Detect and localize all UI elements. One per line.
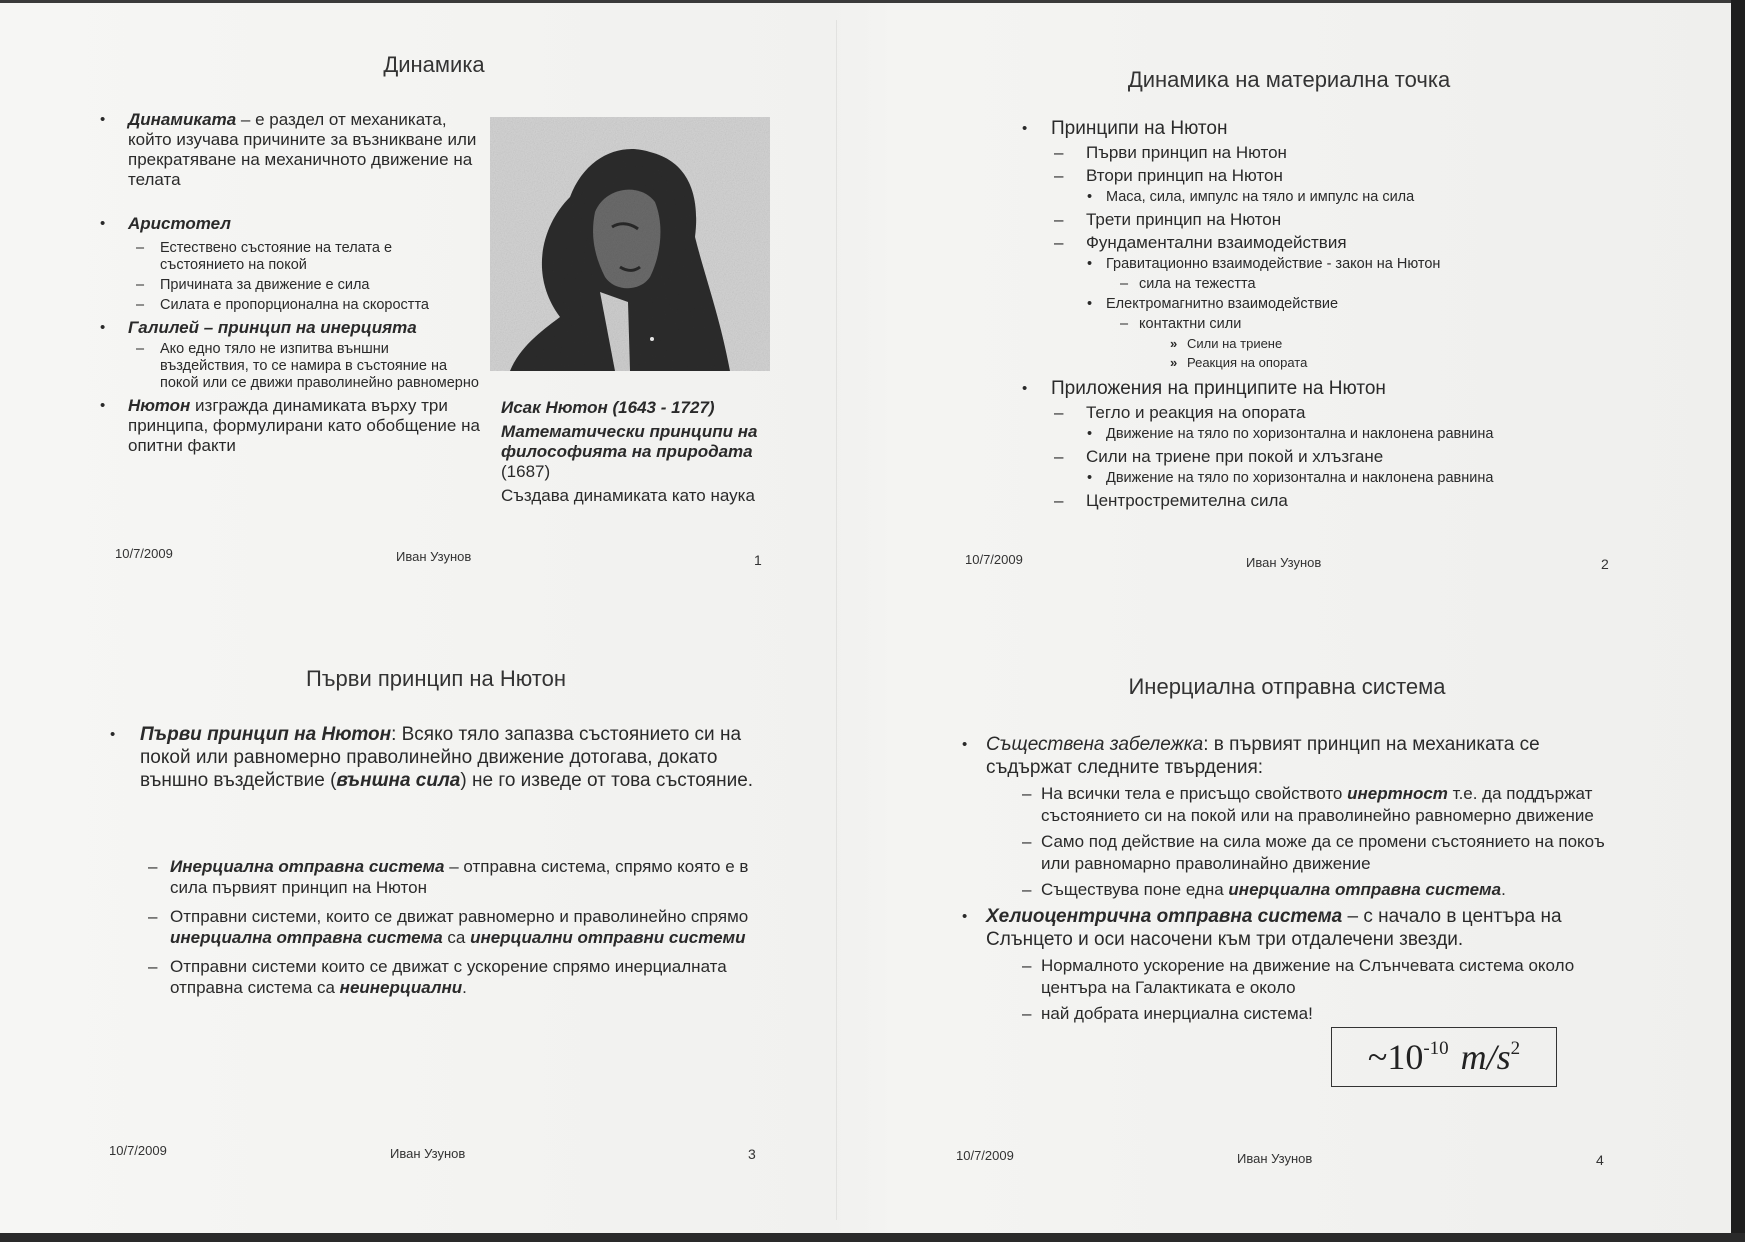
bullet-list — [962, 733, 1622, 1029]
footer-author: Иван Узунов — [1237, 1151, 1313, 1166]
portrait-caption — [501, 398, 801, 510]
term: външна сила — [336, 770, 461, 791]
text: На всички тела е присъщо свойството — [1041, 784, 1348, 803]
sub-item: – Втори принцип на Нютон — [1054, 165, 1662, 186]
footer-page-number: 4 — [1596, 1152, 1604, 1168]
definition: – е раздел от механиката, който изучава причините за възникване или прекратяване на механичното движение на телата — [128, 110, 477, 189]
term: Динамиката — [128, 110, 237, 129]
text: Съществува поне една — [1041, 880, 1229, 899]
term: инерциална отправна система — [170, 928, 443, 947]
sub-sub-item: • Маса, сила, импулс на тяло и импулс на сила — [1087, 188, 1662, 207]
definition: изгражда динамиката върху три принципа, формулирани като обобщение на опитни факти — [128, 396, 480, 455]
term: Аристотел — [128, 214, 231, 233]
slide-title: Първи принцип на Нютон — [305, 666, 567, 691]
book-name: Математически принципи на философията на природата — [501, 422, 758, 461]
book-title — [501, 422, 801, 482]
sub-item: – Тегло и реакция на опората — [1054, 402, 1662, 423]
formula-unit-exponent: 2 — [1510, 1038, 1521, 1059]
term: Галилей – принцип на инерцията — [128, 318, 417, 337]
formula-unit: m/s — [1460, 1037, 1511, 1077]
sub-item — [1022, 831, 1622, 875]
list-item — [110, 723, 770, 792]
sub-item: – Фундаментални взаимодействия — [1054, 232, 1662, 253]
text: Отправни системи, които се движат равномерно и праволинейно спрямо — [170, 907, 749, 926]
formula-base: 10 — [1387, 1037, 1424, 1077]
outline-list — [1022, 118, 1662, 513]
list-item — [100, 110, 480, 190]
sub-sub-item: • Движение на тяло по хоризонтална и наклонена равнина — [1087, 425, 1662, 444]
sub-item: – Трети принцип на Нютон — [1054, 209, 1662, 230]
sub-list — [148, 856, 768, 1006]
sub-item: – Силата е пропорционална на скоростта — [136, 297, 480, 314]
term: инерциални отправни системи — [470, 928, 746, 947]
newton-portrait-icon — [490, 117, 770, 371]
term: инертност — [1347, 784, 1448, 803]
formula-exponent: -10 — [1423, 1038, 1449, 1059]
footer-page-number: 1 — [754, 552, 762, 568]
list-item — [962, 733, 1622, 901]
text: т.е. да поддържат състоянието си на покой или на праволинейно равномерно движение — [1041, 784, 1594, 825]
level5-item: » Сили на триене — [1170, 335, 1662, 353]
bullet-list — [110, 723, 770, 796]
caption-note: Създава динамиката като наука — [501, 486, 755, 505]
text: . — [1501, 880, 1506, 899]
term: Нютон — [128, 396, 191, 415]
sub-item — [148, 956, 768, 998]
sub-item — [1022, 879, 1622, 901]
list-item — [962, 905, 1622, 1025]
footer-date: 10/7/2009 — [109, 1143, 167, 1158]
list-item — [100, 396, 480, 456]
footer-date: 10/7/2009 — [965, 552, 1023, 567]
slide-title: Динамика на материална точка — [1127, 67, 1451, 92]
bullet-list — [100, 110, 480, 460]
footer-date: 10/7/2009 — [956, 1148, 1014, 1163]
sub-item: – Причината за движение е сила — [136, 277, 480, 294]
text: – отправна система, спрямо която е в сила първият принцип на Нютон — [170, 857, 749, 897]
level4-item: – контактни сили — [1120, 315, 1662, 334]
term: Инерциална отправна система — [170, 857, 445, 876]
scan-edge — [0, 0, 1745, 3]
sub-item — [1022, 783, 1622, 827]
sub-sub-item: • Движение на тяло по хоризонтална и наклонена равнина — [1087, 469, 1662, 488]
text: – с начало в центъра на Слънцето и оси насочени към три отдалечени звезди. — [986, 906, 1562, 950]
footer-author: Иван Узунов — [390, 1146, 466, 1161]
page-fold-line — [836, 20, 837, 1220]
formula-tilde: ~ — [1367, 1037, 1388, 1077]
slide-title: Динамика — [383, 52, 485, 77]
sub-item: – Първи принцип на Нютон — [1054, 142, 1662, 163]
sub-item: – Сили на триене при покой и хлъзгане — [1054, 446, 1662, 467]
footer-page-number: 3 — [748, 1146, 756, 1162]
text: : Всяко тяло запазва състоянието си на покой или равномерно праволинейно движение дотогава, докато външно въздействие ( — [140, 724, 742, 791]
term: Първи принцип на Нютон — [140, 724, 392, 745]
list-item: • Принципи на Нютон — [1022, 118, 1662, 140]
sub-item: – Ако едно тяло не изпитва външни въздействия, то се намира в състояние на покой или се движи праволинейно равномерно — [136, 341, 480, 392]
sub-item — [148, 906, 768, 948]
person-name: Исак Нютон (1643 - 1727) — [501, 398, 715, 417]
footer-author: Иван Узунов — [1246, 555, 1322, 570]
sub-item: – най добрата инерциална система! — [1022, 1003, 1622, 1025]
acceleration-formula — [1331, 1027, 1557, 1087]
sub-item — [148, 856, 768, 898]
scan-edge — [0, 1233, 1745, 1242]
level5-item: » Реакция на опората — [1170, 354, 1662, 372]
slide-title: Инерциална отправна система — [1128, 674, 1446, 699]
list-item — [100, 318, 480, 392]
text: Само под действие на сила може да се промени състоянието на покоъ или равномарно праволинайно движение — [1041, 832, 1605, 873]
text: ) не го изведе от това състояние. — [460, 770, 754, 791]
list-item — [100, 214, 480, 314]
text: Отправни системи които се движат с ускорение спрямо инерциалната отправна система са — [170, 957, 727, 997]
term: Съществена забележка — [986, 734, 1204, 755]
list-item: • Приложения на принципите на Нютон — [1022, 378, 1662, 400]
level4-item: – сила на тежестта — [1120, 275, 1662, 294]
footer-page-number: 2 — [1601, 556, 1609, 572]
footer-author: Иван Узунов — [396, 549, 472, 564]
text: . — [462, 978, 467, 997]
term: инерциална отправна система — [1228, 880, 1502, 899]
term: неинерциални — [339, 978, 463, 997]
footer-date: 10/7/2009 — [115, 546, 173, 561]
sub-item: – Нормалното ускорение на движение на Слънчевата система около центъра на Галактиката е около — [1022, 955, 1601, 999]
text: са — [442, 928, 471, 947]
sub-sub-item: • Електромагнитно взаимодействие — [1087, 295, 1662, 314]
scan-edge — [1731, 0, 1745, 1242]
sub-item: – Центростремителна сила — [1054, 490, 1662, 511]
sub-sub-item: • Гравитационно взаимодействие - закон на Нютон — [1087, 255, 1662, 274]
book-year: (1687) — [501, 462, 551, 481]
sub-item: – Естествено състояние на телата е състоянието на покой — [136, 240, 480, 274]
text: : в първият принцип на механиката се съдържат следните твърдения: — [986, 734, 1540, 778]
term: Хелиоцентрична отправна система — [986, 906, 1343, 927]
